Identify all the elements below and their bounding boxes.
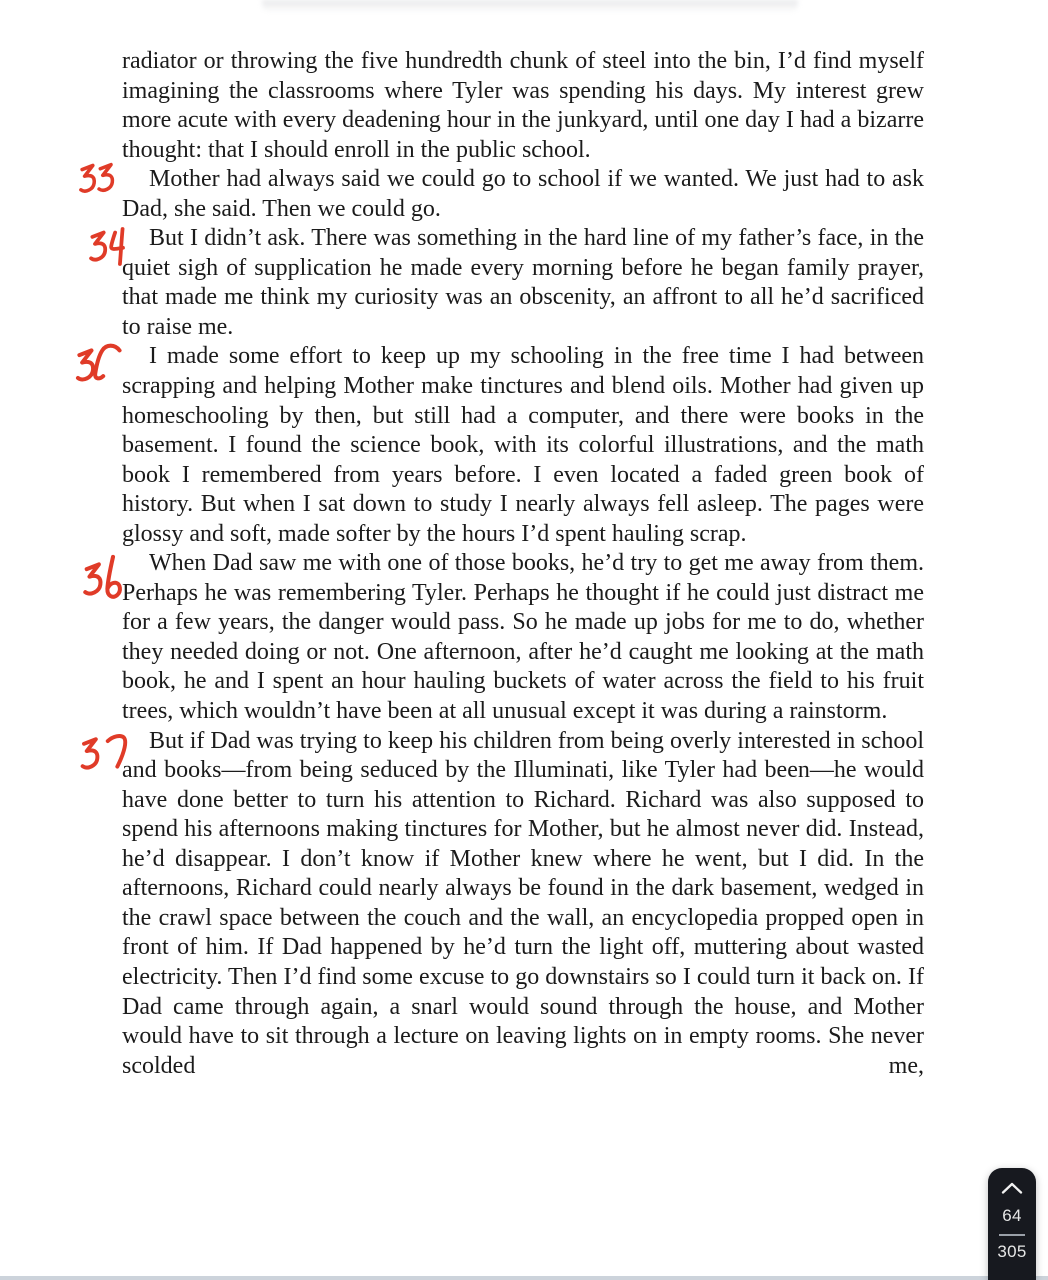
total-pages: 305 — [997, 1242, 1027, 1261]
paragraph: But I didn’t ask. There was something in the hard line of my father’s face, in the quiet sigh of supplication he made every morning before he began family prayer, that made me think my curiosity was an obscenity, an affront to all he’d sacrificed to raise me. — [122, 224, 924, 342]
margin-annotation-36 — [82, 554, 129, 603]
paragraph: radiator or throwing the five hundredth chunk of steel into the bin, I’d find myself imagining the classrooms where Tyler was spending his days. My interest grew more acute with every deadening hour in the junkyard, until one day I had a bizarre thought: that I should enroll in the public school. — [122, 48, 924, 163]
paragraph: When Dad saw me with one of those books, he’d try to get me away from them. Perhaps he was remembering Tyler. Perhaps he thought if he could just distract me for a few years, the danger would pass. So he made up jobs for me to do, whether they needed doing or not. One afternoon, after he’d caught me looking at the math book, he and I spent an hour hauling buckets of water across the field to his fruit trees, which wouldn’t have been at all unusual except it was during a rainstorm. — [122, 549, 924, 726]
chevron-up-icon — [1000, 1181, 1024, 1195]
paragraph: But if Dad was trying to keep his children from being overly interested in school and books—from being seduced by the Illuminati, like Tyler had been—he would have done better to turn his attention to Richard. Richard was also supposed to spend his afternoons making tinctures for Mother, but he almost never did. Instead, he’d disappear. I don’t know if Mother knew where he went, but I did. In the afternoons, Richard could nearly always be found in the dark basement, wedged in the crawl space between the couch and the wall, an encyclopedia propped open in front of him. If Dad happened by he’d turn the light off, muttering about wasted electricity. Then I’d find some excuse to go downstairs so I could turn it back on. If Dad came through again, a snarl would sound through the house, and Mother would have to sit through a lecture on leaving lights on in empty rooms. She never scolded me, — [122, 727, 924, 1082]
toolbar-shadow — [262, 0, 798, 15]
scroll-up-button[interactable] — [1000, 1181, 1024, 1195]
paragraph: I made some effort to keep up my schooling in the free time I had between scrapping and helping Mother make tinctures and blend oils. Mother had given up homeschooling by then, but still had a computer, and there were books in the basement. I found the science book, with its colorful illustrations, and the math book I remembered from years before. I even located a faded green book of history. But when I sat down to study I nearly always fell asleep. The pages were glossy and soft, made softer by the hours I’d spent hauling scrap. — [122, 342, 924, 549]
margin-annotation-37 — [78, 731, 132, 773]
book-page-text — [122, 47, 924, 1081]
margin-annotation-33 — [78, 161, 116, 198]
margin-annotation-35 — [74, 342, 124, 385]
page-progress-pill[interactable] — [988, 1168, 1036, 1280]
page-divider — [999, 1234, 1025, 1236]
handwritten-34-icon — [88, 226, 130, 267]
viewport-bottom-edge — [0, 1276, 1048, 1280]
handwritten-35-icon — [74, 342, 124, 385]
margin-annotation-34 — [88, 226, 130, 267]
current-page: 64 — [1002, 1206, 1022, 1225]
paragraph: Mother had always said we could go to school if we wanted. We just had to ask Dad, she said. Then we could go. — [122, 165, 924, 224]
handwritten-33-icon — [78, 161, 116, 198]
handwritten-36-icon — [82, 554, 129, 603]
handwritten-37-icon — [78, 731, 132, 773]
